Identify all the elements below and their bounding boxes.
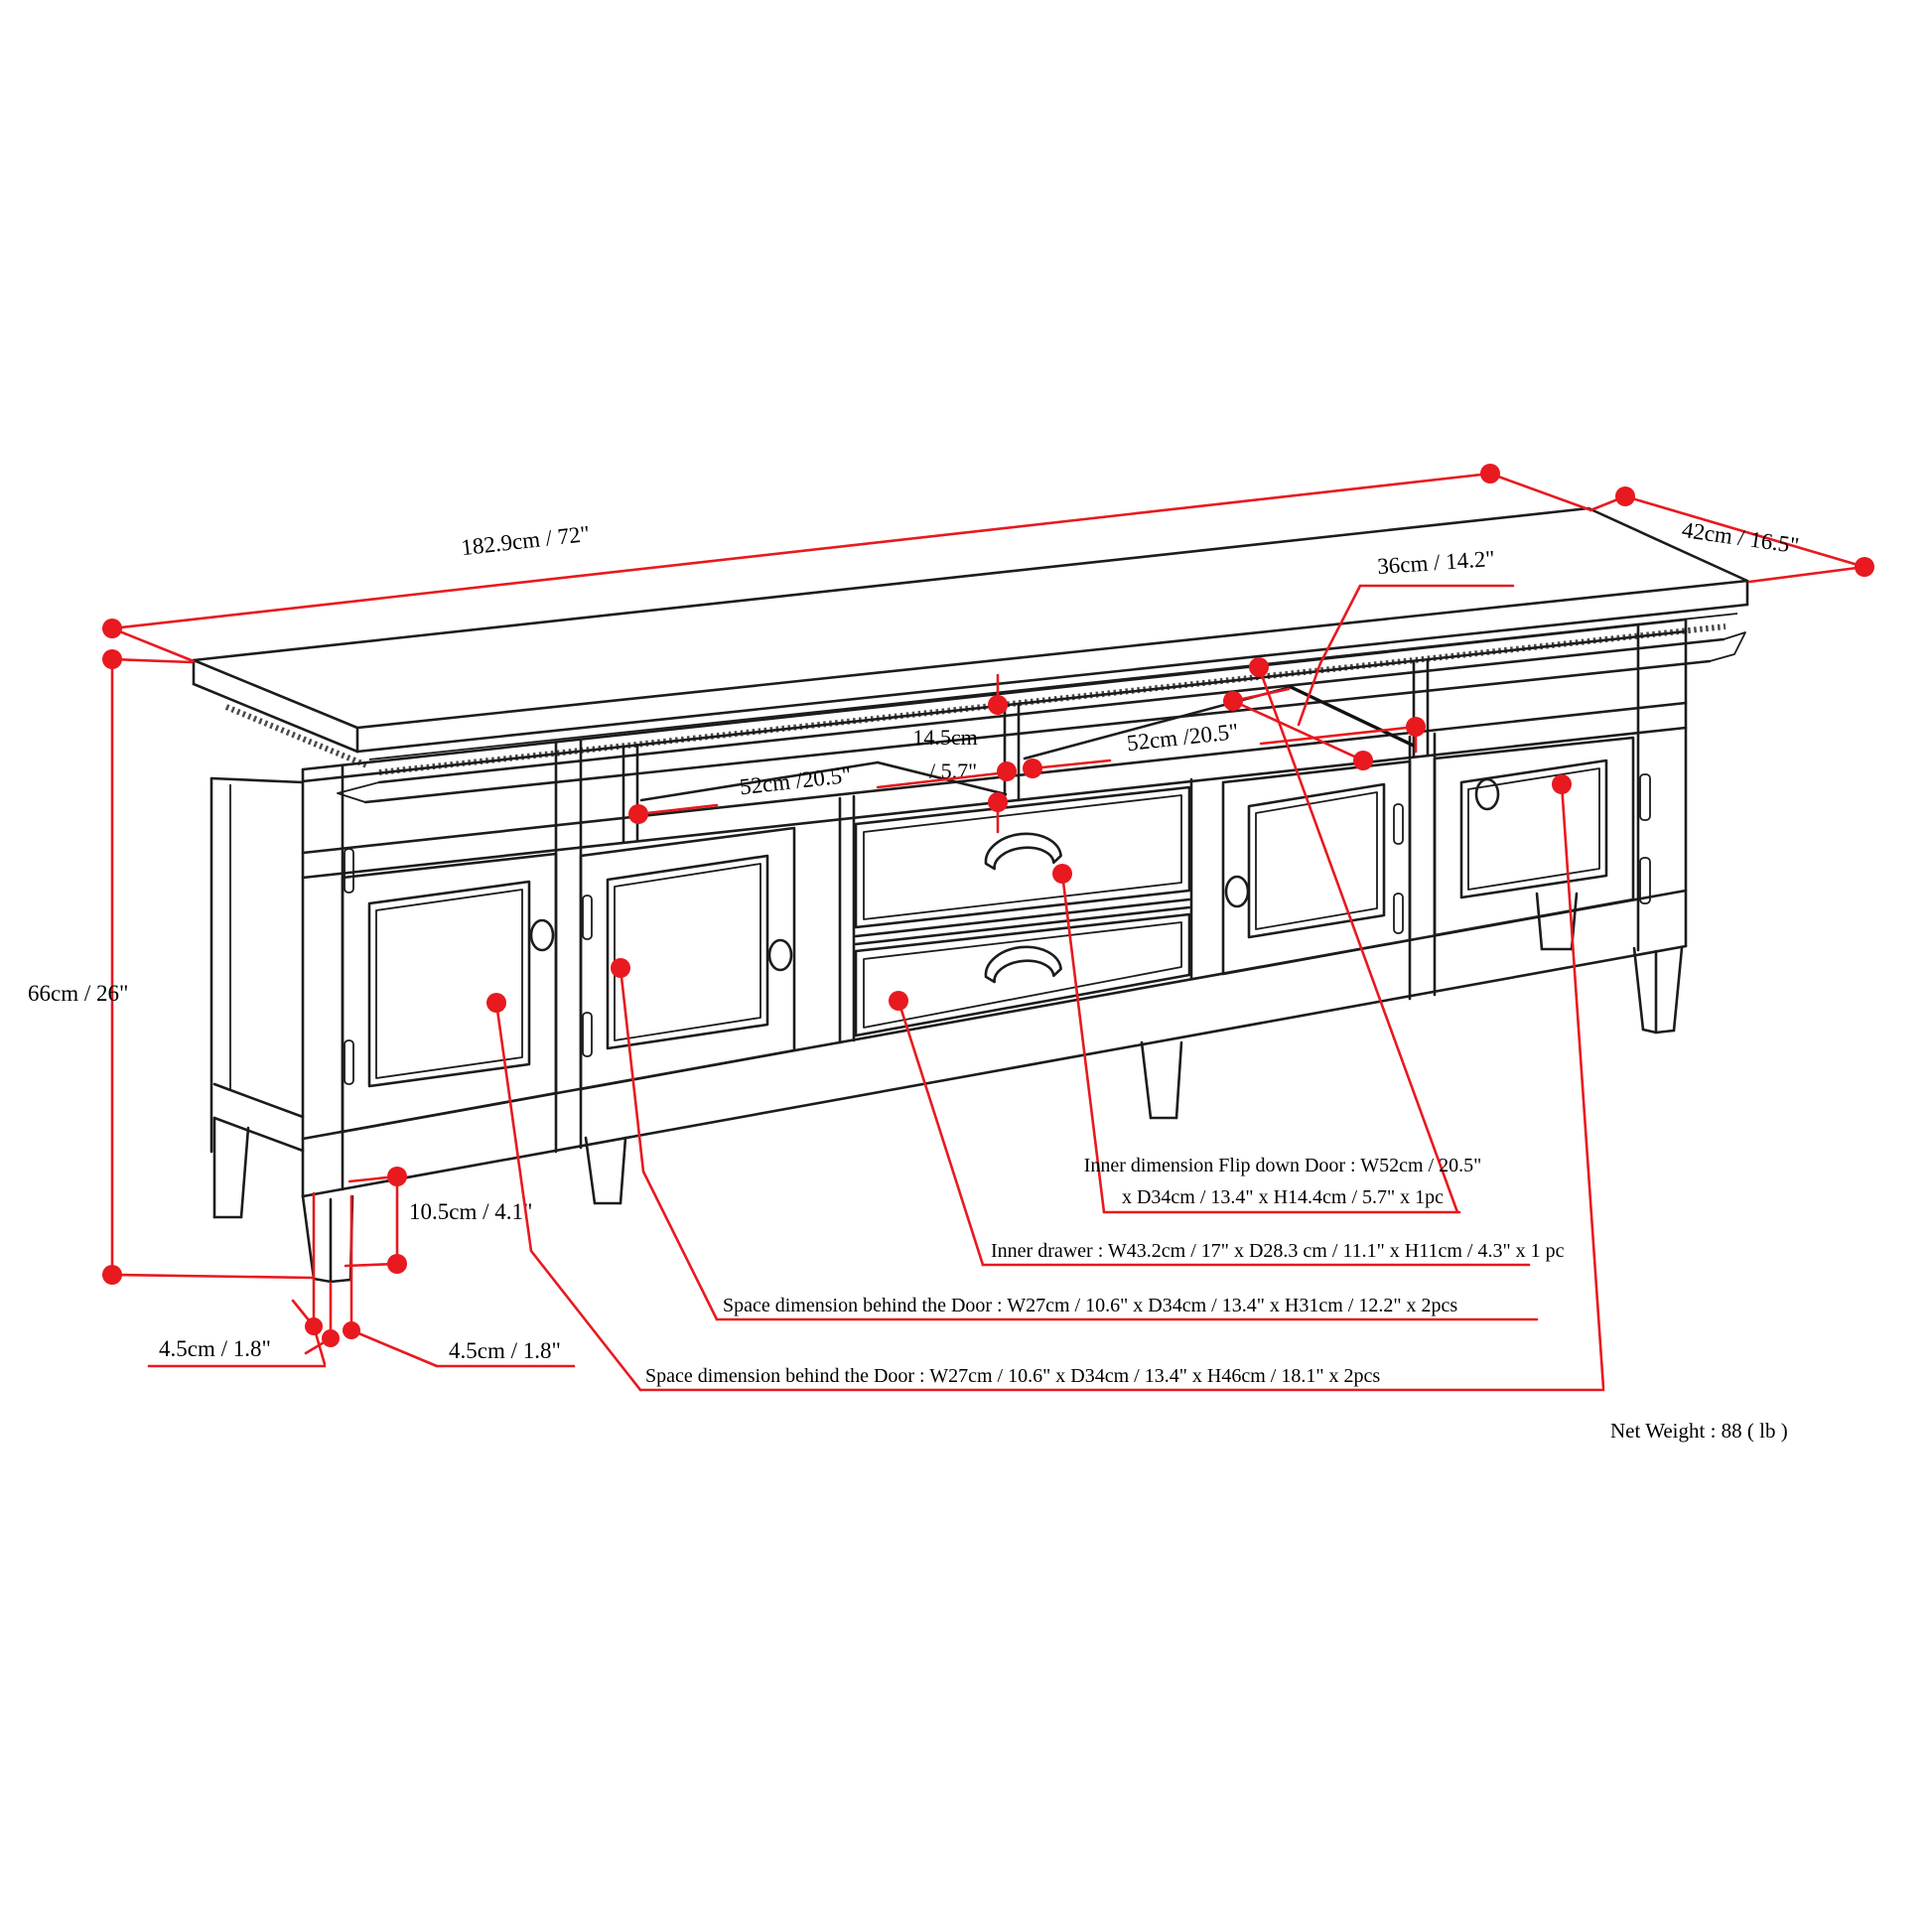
flip-down-door-annotation-line2: x D34cm / 13.4" x H14.4cm / 5.7" x 1pc	[1121, 1186, 1445, 1208]
net-weight-label: Net Weight : 88 ( lb )	[1610, 1419, 1788, 1443]
flip-down-door-annotation-line1: Inner dimension Flip down Door : W52cm / 20.5"	[1083, 1155, 1482, 1176]
door-left-outer	[343, 849, 556, 1132]
shelf-height-label-line1: 14.5cm	[912, 725, 978, 750]
door2-knob	[769, 940, 791, 970]
shelf-depth-label: 36cm / 14.2"	[1376, 545, 1496, 580]
leg-height-label: 10.5cm / 4.1"	[409, 1199, 533, 1224]
door4-hinge-top	[1640, 774, 1650, 820]
door3-hinge-bottom	[1394, 894, 1403, 933]
overall-height-label: 66cm / 26"	[28, 981, 129, 1006]
door1-knob	[531, 920, 553, 950]
dim-overall-width	[102, 464, 1588, 661]
drawer-pull-top	[983, 830, 1061, 870]
overall-depth-label: 42cm / 16.5"	[1680, 516, 1801, 559]
annotation-texts	[645, 1155, 1788, 1443]
drawer-pull-bottom	[983, 943, 1061, 983]
door4-knob	[1476, 779, 1498, 809]
cabinet-left-end	[211, 778, 303, 1152]
overall-width-label: 182.9cm / 72"	[460, 520, 592, 561]
door1-hinge-top	[345, 849, 353, 893]
inner-drawer-annotation: Inner drawer : W43.2cm / 17" x D28.3 cm / 11.1" x H11cm / 4.3" x 1 pc	[991, 1240, 1565, 1262]
door2-hinge-bottom	[583, 1013, 592, 1056]
door1-hinge-bottom	[345, 1040, 353, 1084]
dim-overall-depth	[1590, 486, 1874, 582]
shelf-width-left-label: 52cm /20.5"	[738, 761, 853, 800]
door-left-inner	[581, 828, 794, 1089]
leg-width-right-label: 4.5cm / 1.8"	[449, 1338, 561, 1363]
shelf-width-right-label: 52cm /20.5"	[1125, 718, 1240, 757]
space-behind-door-tall-annotation: Space dimension behind the Door : W27cm / 10.6" x D34cm / 13.4" x H46cm / 18.1" x 2pcs	[645, 1365, 1381, 1387]
dim-overall-height	[28, 649, 312, 1285]
shelf-height-label-line2: / 5.7"	[928, 759, 978, 783]
door-right-inner	[1223, 761, 1410, 974]
door3-hinge-top	[1394, 804, 1403, 844]
space-behind-door-short-annotation: Space dimension behind the Door : W27cm / 10.6" x D34cm / 13.4" x H31cm / 12.2" x 2pcs	[723, 1295, 1458, 1316]
door2-hinge-top	[583, 896, 592, 939]
leg-width-left-label: 4.5cm / 1.8"	[159, 1336, 271, 1361]
door3-knob	[1226, 877, 1248, 906]
door-right-outer	[1435, 738, 1650, 935]
